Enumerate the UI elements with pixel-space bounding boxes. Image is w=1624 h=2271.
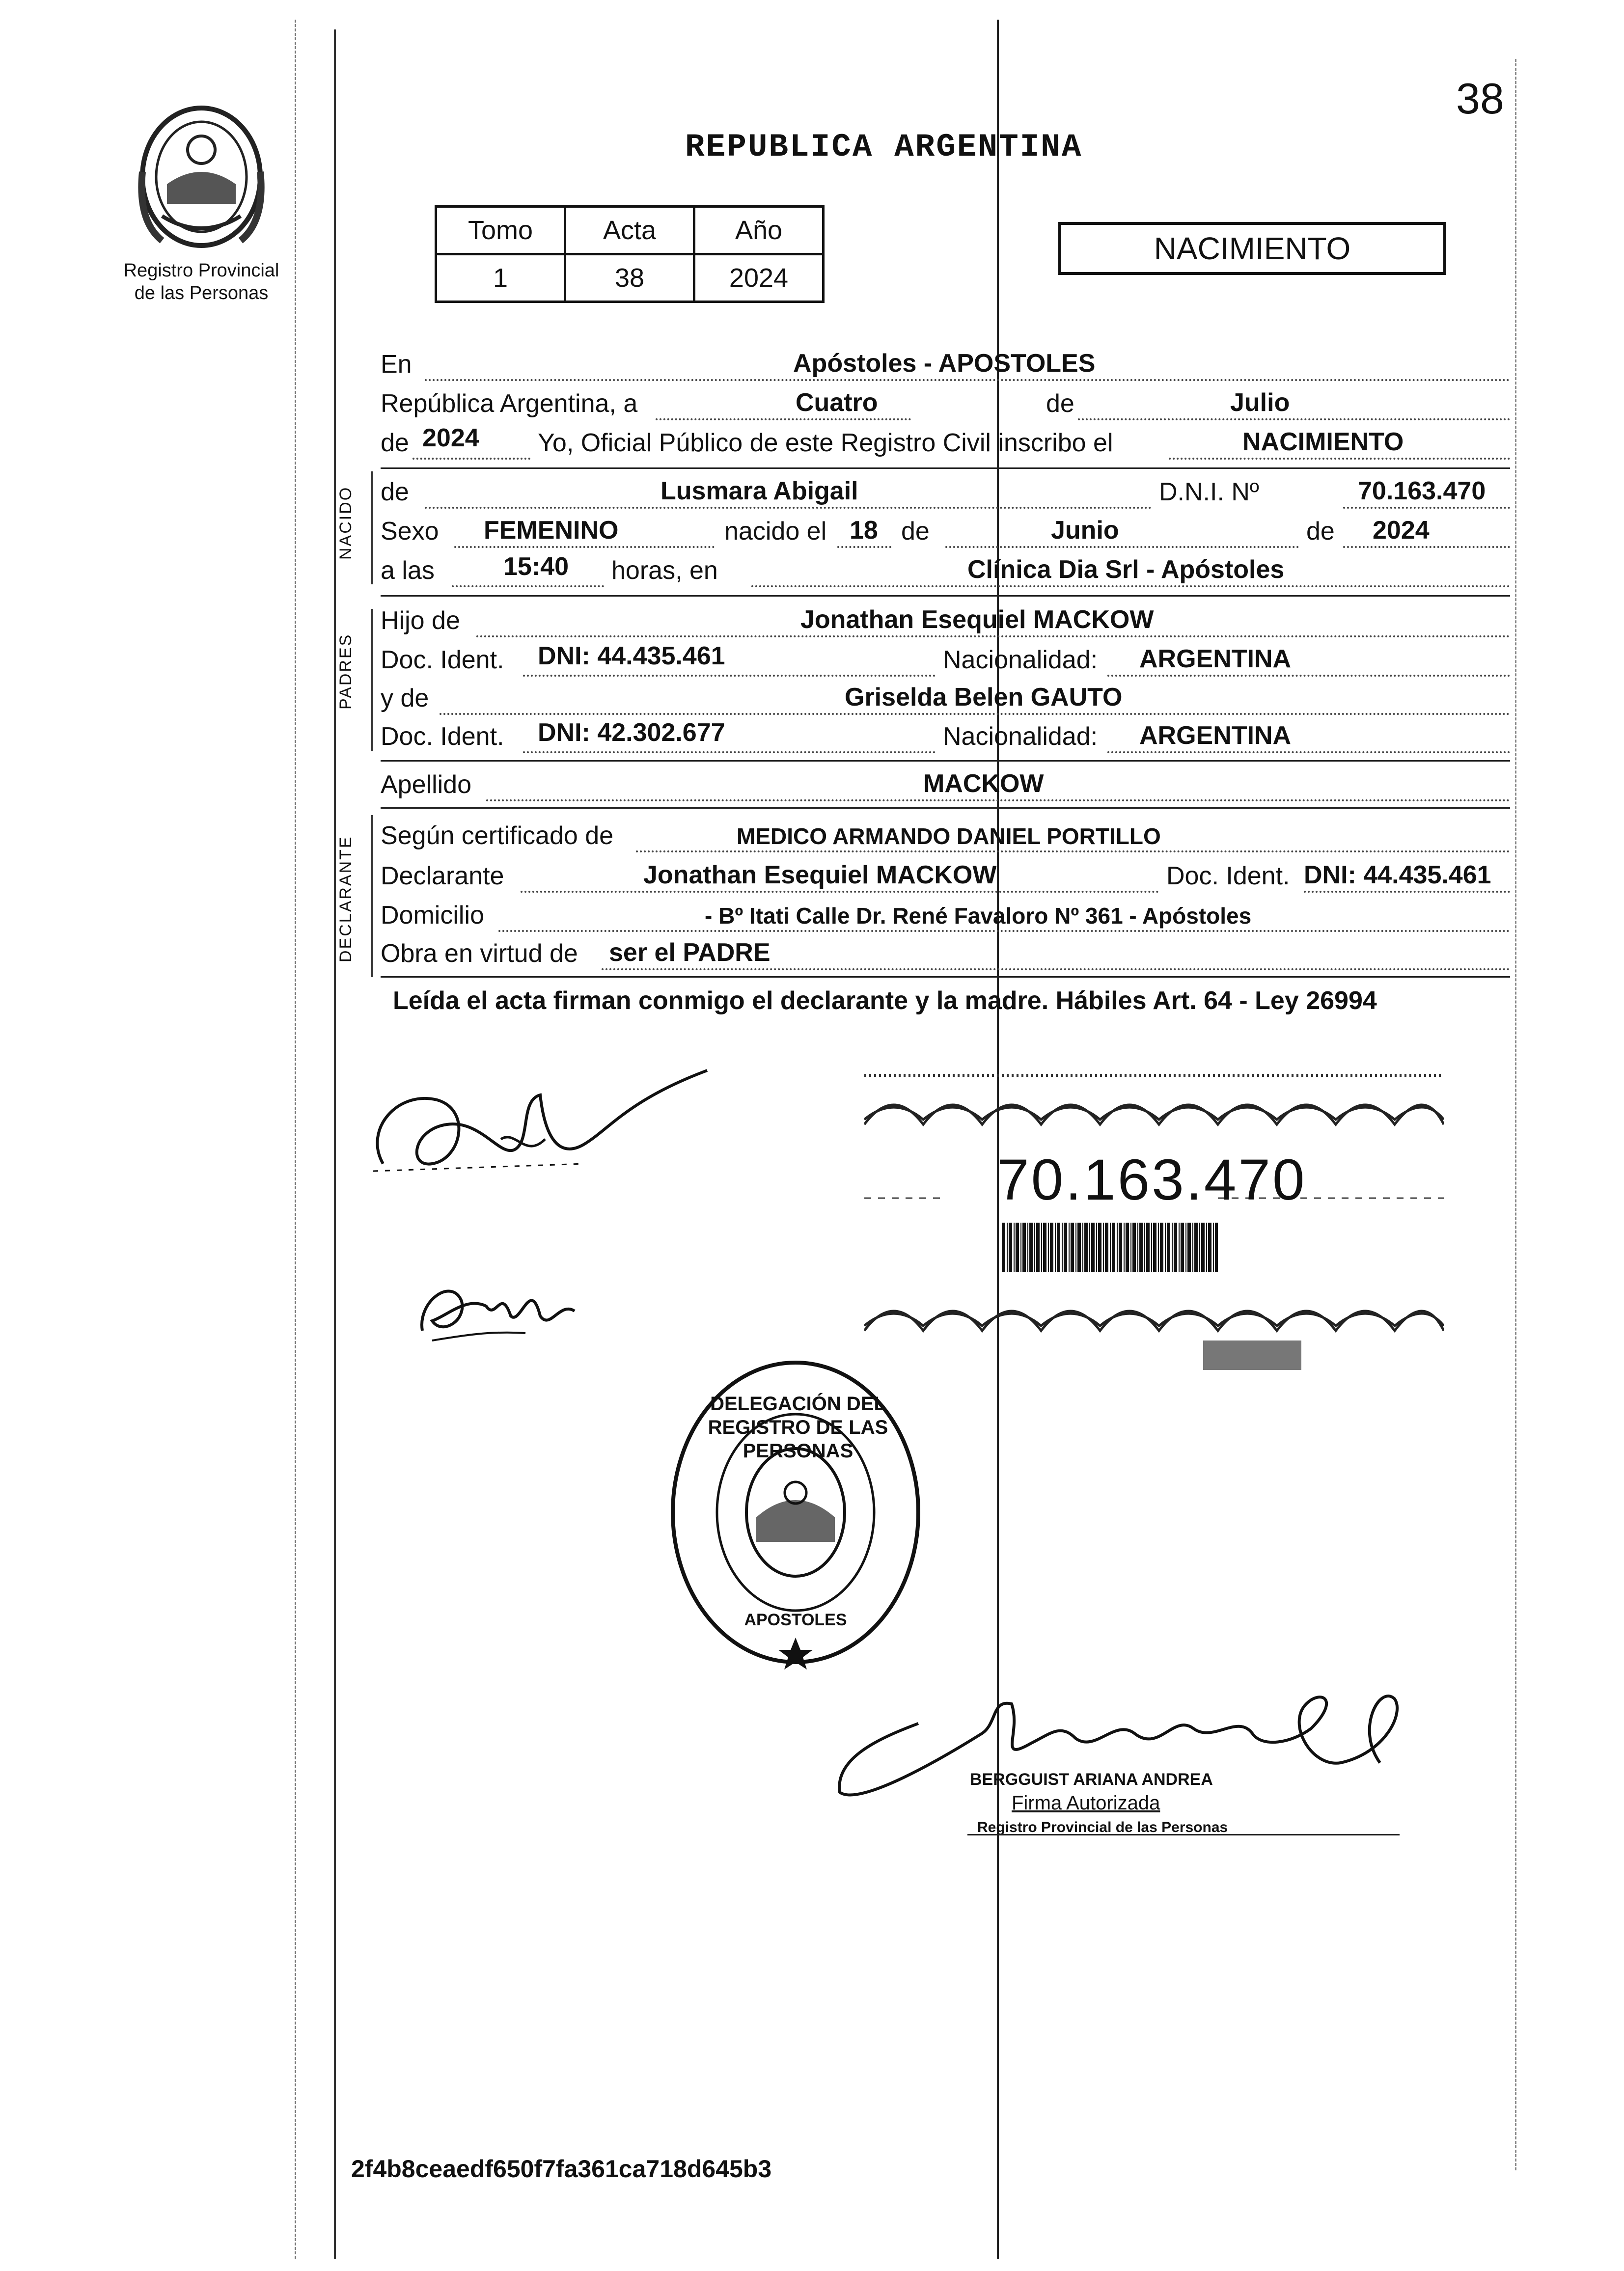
- certificate-value: MEDICO ARMANDO DANIEL PORTILLO: [737, 823, 1161, 849]
- sex-value: FEMENINO: [484, 516, 619, 545]
- section-label-declarante: DECLARANTE: [336, 835, 355, 962]
- month-value: Julio: [1230, 388, 1290, 417]
- born-month-value: Junio: [1051, 516, 1119, 545]
- header-tomo: Tomo: [436, 207, 565, 254]
- round-seal-top-text: DELEGACIÓN DEL REGISTRO DE LAS PERSONAS: [708, 1393, 888, 1462]
- address-value: - Bº Itati Calle Dr. René Favaloro Nº 361 - Apóstoles: [705, 903, 1252, 929]
- dotted-leader: [452, 585, 604, 587]
- left-margin-line: [334, 29, 336, 2259]
- value-tomo: 1: [436, 254, 565, 302]
- security-stamp: [864, 1066, 1444, 1370]
- declarant-name-value: Jonathan Esequiel MACKOW: [643, 861, 997, 889]
- father-nationality-value: ARGENTINA: [1139, 645, 1292, 673]
- dotted-leader: [523, 675, 936, 677]
- dotted-leader: [454, 546, 715, 548]
- newborn-dni-value: 70.163.470: [1358, 477, 1486, 505]
- dotted-leader: [1304, 891, 1510, 893]
- row-mother-doc: Doc. Ident. DNI: 42.302.677 Nacionalidad: ARGENTINA: [381, 716, 1510, 755]
- delegation-round-seal: [665, 1355, 926, 1669]
- dotted-leader: [425, 507, 1152, 509]
- header-acta: Acta: [565, 207, 694, 254]
- closing-statement: Leída el acta firman conmigo el declarante y la madre. Hábiles Art. 64 - Ley 26994: [393, 986, 1377, 1015]
- misiones-coat-of-arms-icon: [133, 98, 270, 255]
- dotted-leader: [476, 635, 1510, 637]
- official-org: Registro Provincial de las Personas: [977, 1819, 1228, 1835]
- registry-label: Registro Provincial de las Personas: [123, 260, 279, 303]
- row-date: República Argentina, a Cuatro de Julio: [381, 383, 1510, 422]
- section-bracket: [371, 471, 373, 584]
- dotted-leader: [521, 891, 1159, 893]
- declarant-signature: [354, 1041, 727, 1198]
- row-father: Hijo de Jonathan Esequiel MACKOW: [381, 600, 1510, 639]
- dotted-leader: [837, 546, 891, 548]
- dotted-leader: [945, 546, 1299, 548]
- row-father-doc: Doc. Ident. DNI: 44.435.461 Nacionalidad: ARGENTINA: [381, 639, 1510, 679]
- dotted-leader: [425, 379, 1510, 381]
- section-divider: [381, 976, 1510, 978]
- dotted-leader: [1107, 751, 1510, 753]
- dotted-leader: [498, 930, 1510, 932]
- section-label-nacido: NACIDO: [336, 486, 355, 560]
- year-value: 2024: [422, 424, 479, 452]
- born-year-value: 2024: [1373, 516, 1430, 545]
- security-stamp-number: 70.163.470: [997, 1148, 1307, 1212]
- row-sex-birthdate: Sexo FEMENINO nacido el 18 de Junio de 2024: [381, 511, 1510, 550]
- left-margin-dashed-line: [295, 20, 296, 2259]
- section-divider: [381, 595, 1510, 597]
- row-certificate: Según certificado de MEDICO ARMANDO DANIEL PORTILLO: [381, 815, 1510, 854]
- mother-name-value: Griselda Belen GAUTO: [845, 683, 1123, 711]
- section-divider: [381, 807, 1510, 809]
- row-basis: Obra en virtud de ser el PADRE: [381, 933, 1510, 972]
- place-value: Apóstoles - APOSTOLES: [793, 349, 1096, 378]
- official-name: BERGGUIST ARIANA ANDREA: [970, 1770, 1213, 1789]
- dotted-leader: [1343, 507, 1510, 509]
- father-name-value: Jonathan Esequiel MACKOW: [800, 605, 1154, 634]
- value-ano: 2024: [694, 254, 824, 302]
- round-seal-bottom-text: APOSTOLES: [744, 1611, 847, 1629]
- row-mother: y de Griselda Belen GAUTO: [381, 678, 1510, 717]
- time-value: 15:40: [503, 552, 569, 581]
- section-bracket: [371, 815, 373, 977]
- birth-place-value: Clínica Dia Srl - Apóstoles: [967, 555, 1285, 584]
- dotted-leader: [1107, 675, 1510, 677]
- document-hash: 2f4b8ceaedf650f7fa361ca718d645b3: [351, 2155, 772, 2183]
- dotted-leader: [636, 850, 1510, 852]
- row-surname: Apellido MACKOW: [381, 764, 1510, 803]
- record-word-value: NACIMIENTO: [1242, 428, 1404, 456]
- official-role: Firma Autorizada: [1012, 1792, 1160, 1814]
- header-ano: Año: [694, 207, 824, 254]
- father-doc-value: DNI: 44.435.461: [538, 642, 725, 670]
- dotted-leader: [523, 751, 936, 753]
- mother-doc-value: DNI: 42.302.677: [538, 718, 725, 747]
- guilloche-pattern-icon: [864, 1066, 1444, 1370]
- dotted-leader: [1169, 458, 1510, 460]
- registry-seal: [133, 98, 270, 255]
- row-address: Domicilio - Bº Itati Calle Dr. René Favaloro Nº 361 - Apóstoles: [381, 895, 1510, 934]
- row-place: En Apóstoles - APOSTOLES: [381, 344, 1510, 383]
- dotted-leader: [1343, 546, 1510, 548]
- row-time-place: a las 15:40 horas, en Clínica Dia Srl - Apóstoles: [381, 550, 1510, 589]
- row-declarant: Declarante Jonathan Esequiel MACKOW Doc. Ident. DNI: 44.435.461: [381, 855, 1510, 895]
- section-divider: [381, 467, 1510, 469]
- row-year-officer: de 2024 Yo, Oficial Público de este Registro Civil inscribo el NACIMIENTO: [381, 422, 1510, 462]
- volume-record-year-table: [435, 205, 825, 303]
- born-day-value: 18: [850, 516, 878, 545]
- right-margin-line: [1515, 59, 1516, 2170]
- value-acta: 38: [565, 254, 694, 302]
- signature-line: [967, 1834, 1400, 1835]
- barcode-icon: [1002, 1223, 1218, 1272]
- day-value: Cuatro: [796, 388, 878, 417]
- page-number: 38: [1456, 74, 1504, 123]
- dotted-leader: [656, 418, 911, 420]
- section-label-padres: PADRES: [336, 633, 355, 710]
- declarant-doc-value: DNI: 44.435.461: [1304, 861, 1491, 889]
- record-type-box: NACIMIENTO: [1058, 222, 1446, 275]
- dotted-leader: [602, 968, 1510, 970]
- surname-value: MACKOW: [923, 769, 1044, 798]
- dotted-leader: [751, 585, 1510, 587]
- mother-nationality-value: ARGENTINA: [1139, 721, 1292, 750]
- dotted-leader: [486, 799, 1510, 801]
- row-newborn-name: de Lusmara Abigail D.N.I. Nº 70.163.470: [381, 471, 1510, 511]
- basis-value: ser el PADRE: [609, 938, 771, 967]
- country-title: REPUBLICA ARGENTINA: [685, 129, 1083, 165]
- dotted-leader: [413, 458, 530, 460]
- newborn-name-value: Lusmara Abigail: [661, 477, 858, 505]
- section-bracket: [371, 609, 373, 751]
- dotted-leader: [440, 713, 1510, 715]
- dotted-leader: [1078, 418, 1510, 420]
- section-divider: [381, 760, 1510, 762]
- mother-signature: [413, 1257, 589, 1355]
